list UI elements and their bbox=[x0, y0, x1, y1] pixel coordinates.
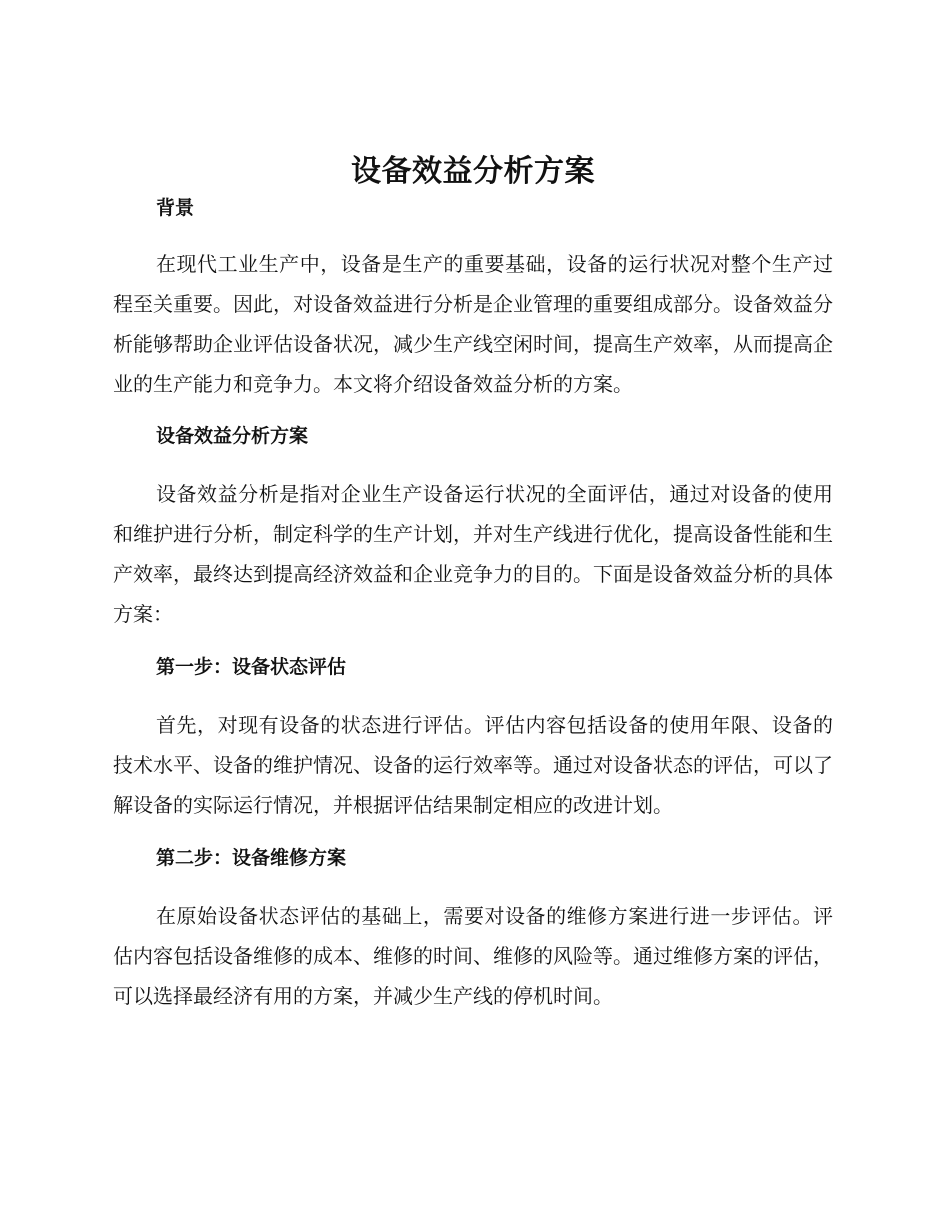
paragraph-step-1: 首先，对现有设备的状态进行评估。评估内容包括设备的使用年限、设备的技术水平、设备的维护情况、设备的运行效率等。通过对设备状态的评估，可以了解设备的实际运行情况，并根据评估结果制定相应的改进计划。 bbox=[113, 713, 833, 817]
paragraph-step-2: 在原始设备状态评估的基础上，需要对设备的维修方案进行进一步评估。评估内容包括设备维修的成本、维修的时间、维修的风险等。通过维修方案的评估，可以选择最经济有用的方案，并减少生产线的停机时间。 bbox=[113, 904, 833, 1008]
section-heading-background: 背景 bbox=[156, 197, 195, 219]
section-heading-step-2: 第二步：设备维修方案 bbox=[156, 847, 347, 869]
section-heading-analysis-plan: 设备效益分析方案 bbox=[156, 425, 309, 447]
paragraph-background: 在现代工业生产中，设备是生产的重要基础，设备的运行状况对整个生产过程至关重要。因此，对设备效益进行分析是企业管理的重要组成部分。设备效益分析能够帮助企业评估设备状况，减少生产线空闲时间，提高生产效率，从而提高企业的生产能力和竞争力。本文将介绍设备效益分析的方案。 bbox=[113, 252, 833, 396]
paragraph-analysis-plan: 设备效益分析是指对企业生产设备运行状况的全面评估，通过对设备的使用和维护进行分析，制定科学的生产计划，并对生产线进行优化，提高设备性能和生产效率，最终达到提高经济效益和企业竞争力的目的。下面是设备效益分析的具体方案： bbox=[113, 482, 833, 626]
document-page bbox=[113, 148, 833, 1016]
document-title: 设备效益分析方案 bbox=[351, 154, 595, 189]
section-heading-step-1: 第一步：设备状态评估 bbox=[156, 656, 347, 678]
